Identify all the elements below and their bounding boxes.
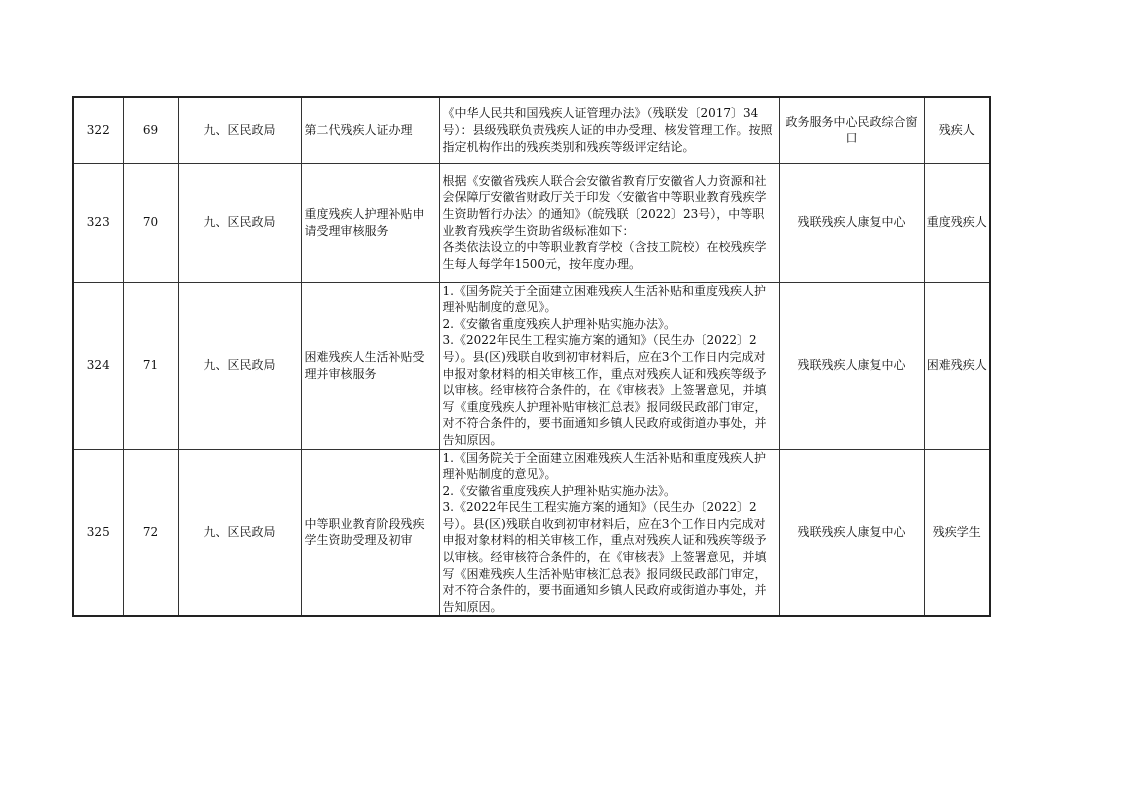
seq-cell: 325 [73,449,123,616]
table-row [73,163,990,282]
basis-cell: 根据《安徽省残疾人联合会安徽省教育厅安徽省人力资源和社会保障厅安徽省财政厅关于印发〈安徽省中等职业教育残疾学生资助暂行办法〉的通知》（皖残联〔2022〕23号），中等职业教育残疾学生资助省级标准如下： 各类依法设立的中等职业教育学校（含技工院校）在校残疾学生每人每学年1500元，按年度办理。 [439,163,779,282]
basis-cell: 1.《国务院关于全面建立困难残疾人生活补贴和重度残疾人护理补贴制度的意见》。 2.《安徽省重度残疾人护理补贴实施办法》。 3.《2022年民生工程实施方案的通知》（民生办〔2022〕2号）。县(区)残联自收到初审材料后，应在3个工作日内完成对申报对象材料的相关审核工作，重点对残疾人证和残疾等级予以审核。经审核符合条件的，在《审核表》上签署意见，并填写《困难残疾人生活补贴审核汇总表》报同级民政部门审定，对不符合条件的，要书面通知乡镇人民政府或街道办事处，并告知原因。 [439,449,779,616]
sub-seq-cell: 70 [123,163,178,282]
service-item-cell: 中等职业教育阶段残疾学生资助受理及初审 [301,449,439,616]
basis-cell: 《中华人民共和国残疾人证管理办法》（残联发〔2017〕34号）：县级残联负责残疾人证的申办受理、核发管理工作。按照指定机构作出的残疾类别和残疾等级评定结论。 [439,97,779,163]
services-table [72,96,991,617]
department-cell: 九、区民政局 [178,449,301,616]
seq-cell: 322 [73,97,123,163]
target-cell: 残疾人 [924,97,990,163]
sub-seq-cell: 69 [123,97,178,163]
seq-cell: 323 [73,163,123,282]
target-cell: 残疾学生 [924,449,990,616]
sub-seq-cell: 71 [123,282,178,449]
sub-seq-cell: 72 [123,449,178,616]
window-cell: 残联残疾人康复中心 [779,449,924,616]
basis-cell: 1.《国务院关于全面建立困难残疾人生活补贴和重度残疾人护理补贴制度的意见》。 2.《安徽省重度残疾人护理补贴实施办法》。 3.《2022年民生工程实施方案的通知》（民生办〔2022〕2号）。县(区)残联自收到初审材料后，应在3个工作日内完成对申报对象材料的相关审核工作，重点对残疾人证和残疾等级予以审核。经审核符合条件的，在《审核表》上签署意见，并填写《重度残疾人护理补贴审核汇总表》报同级民政部门审定，对不符合条件的，要书面通知乡镇人民政府或街道办事处，并告知原因。 [439,282,779,449]
window-cell: 残联残疾人康复中心 [779,163,924,282]
window-cell: 残联残疾人康复中心 [779,282,924,449]
services-table-container [72,96,989,617]
table-row [73,282,990,449]
table-row [73,449,990,616]
service-item-cell: 第二代残疾人证办理 [301,97,439,163]
table-row [73,97,990,163]
seq-cell: 324 [73,282,123,449]
department-cell: 九、区民政局 [178,97,301,163]
service-item-cell: 困难残疾人生活补贴受理并审核服务 [301,282,439,449]
department-cell: 九、区民政局 [178,163,301,282]
department-cell: 九、区民政局 [178,282,301,449]
target-cell: 重度残疾人 [924,163,990,282]
window-cell: 政务服务中心民政综合窗口 [779,97,924,163]
target-cell: 困难残疾人 [924,282,990,449]
service-item-cell: 重度残疾人护理补贴申请受理审核服务 [301,163,439,282]
